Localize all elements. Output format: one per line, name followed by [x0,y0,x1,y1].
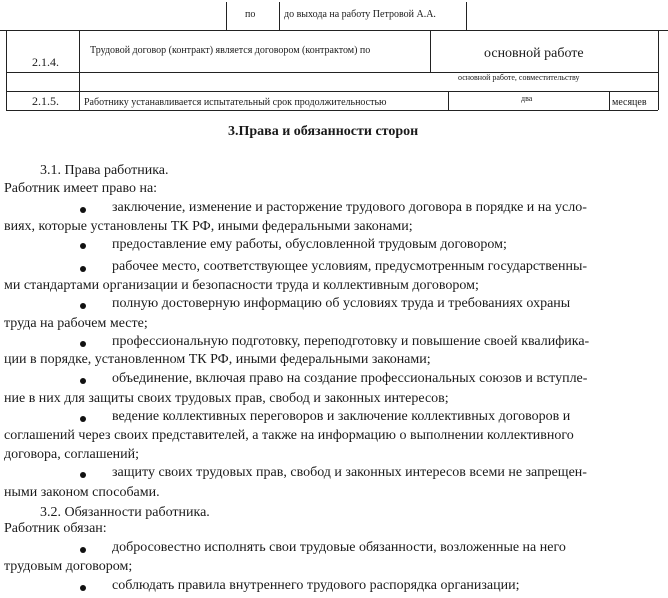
table-border [79,30,80,110]
probation-value: два [521,94,533,103]
table-border [609,91,610,110]
bullet-icon [80,547,86,553]
bullet-icon [80,472,86,478]
rights-line: предоставление ему работы, обусловленной трудовым договором; [112,237,507,252]
rights-line: труда на рабочем месте; [4,316,148,331]
duties-intro: Работник обязан: [4,521,107,536]
table-border [0,30,668,31]
employment-type-hint: основной работе, совместительству [458,73,580,82]
rights-line: ведение коллективных переговоров и заключение коллективных договоров и [112,409,571,424]
clause-number-2-1-5: 2.1.5. [32,94,59,108]
table-border [279,2,280,30]
rights-line: ции в порядке, установленном ТК РФ, иными федеральными законами; [4,352,431,367]
rights-line: ными законом способами. [4,485,160,500]
bullet-icon [80,341,86,347]
rights-intro: Работник имеет право на: [4,181,158,196]
clause-text-2-1-5: Работнику устанавливается испытательный срок продолжительностью [84,97,387,108]
bullet-icon [80,303,86,309]
bullet-icon [80,378,86,384]
bullet-icon [80,207,86,213]
bullet-icon [80,243,86,249]
probation-unit: месяцев [612,97,647,108]
section-heading: 3.Права и обязанности сторон [228,124,419,139]
table-border [658,30,659,110]
rights-line: виях, которые установлены ТК РФ, иными федеральными законами; [4,219,413,234]
rights-line: заключение, изменение и расторжение трудового договора в порядке и на усло- [112,200,587,215]
bullet-icon [80,416,86,422]
table-border [226,2,227,30]
rights-line: защиту своих трудовых прав, свобод и законных интересов всеми не запрещен- [112,465,587,480]
rights-line: ние в них для защиты своих трудовых прав, свобод и законных интересов; [4,391,449,406]
rights-line: соглашений через своих представителей, а также на информацию о выполнении коллективного [4,428,574,443]
clause-text-2-1-4: Трудовой договор (контракт) является договором (контрактом) по [90,45,371,56]
table-border [6,30,7,110]
table-border [430,30,431,72]
table-border [6,110,658,111]
duties-line: трудовым договором; [4,559,133,574]
rights-line: объединение, включая право на создание профессиональных союзов и вступле- [112,371,588,386]
duties-line: соблюдать правила внутреннего трудового распорядка организации; [112,578,520,593]
employment-type-value: основной работе [484,46,584,61]
bullet-icon [80,585,86,591]
rights-line: полную достоверную информацию об условиях труда и требованиях охраны [112,296,571,311]
rights-title: 3.1. Права работника. [40,163,169,178]
table-border [466,2,467,30]
clause-number-2-1-4: 2.1.4. [32,55,59,69]
table-border [448,91,449,110]
rights-line: рабочее место, соответствующее условиям, предусмотренным государственны- [112,259,588,274]
table-border [6,91,658,92]
rights-line: договора, соглашений; [4,447,140,462]
rights-line: профессиональную подготовку, переподготовку и повышение своей квалифика- [112,334,590,349]
cell-po: по [245,9,256,20]
cell-return-date: до выхода на работу Петровой А.А. [284,9,436,20]
rights-line: ми стандартами организации и безопасности труда и коллективным договором; [4,278,479,293]
bullet-icon [80,266,86,272]
duties-line: добросовестно исполнять свои трудовые обязанности, возложенные на него [112,540,566,555]
duties-title: 3.2. Обязанности работника. [40,505,210,520]
